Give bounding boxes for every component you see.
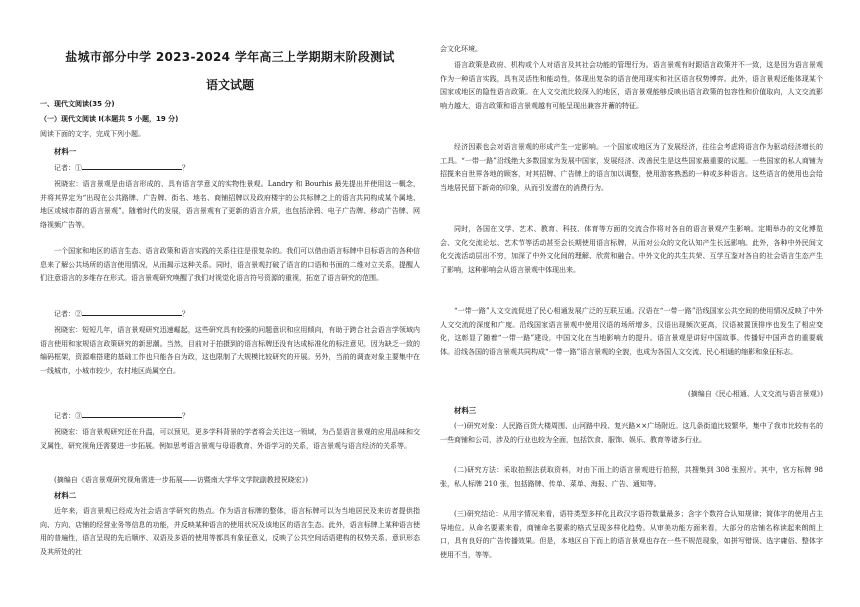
paragraph-3: 祝晓宏：短短几年，语言景观研究迅速崛起，这些研究具有较强的问题意识和应用倾向，有助于跨合社会语言学领域内语言使用和家规语言政策研究的新思潮。当然，目前对于拍摄到的语言标牌还没有达成标准化的标注意见，因为缺乏一致的编码框架，资源难搭建的基础工作也只能各自为政，这也限制了大规模比较研究的开展。另外，当前的调查对象主要集中在一线城市，小城市较少，农村地区尚属空白。	[40, 326, 420, 375]
answer-blank-2	[82, 308, 182, 316]
question-2-suffix: ？	[182, 310, 189, 318]
right-paragraph-5: (一)研究对象：人民路百货大楼周围、山河路中段、复兴路××广场附近。这几条街道比较繁华，集中了我市比较有名的一些商铺和公司，涉及的行业也较为全面，包括饮食、服饰、娱乐、教育等诸多行业。	[440, 422, 823, 444]
right-paragraph-2: 经济因素也会对语言景观的形成产生一定影响。一个国家或地区为了发展经济，往往会考虑将语言作为驱动经济增长的工具。“一带一路”沿线绝大多数国家为发展中国家，发展经济、改善民生是这些国家最重要的议题。一些国家的私人商铺为招揽来自世界各地的顾客，对其招牌、广告牌上的语言加以调整，使用游客熟悉的一种或多种语言。这些语言的使用也会给当地居民留下新奇的印象，从而引发潜在的消费行为。	[440, 143, 823, 192]
question-1-suffix: ？	[182, 164, 189, 172]
paragraph-2: 一个国家和地区的语言生态、语言政策和语言实践的关系往往是很复杂的。我们可以借由语言标牌中目标语言的各种信息来了解公共场所的语言使用情况，从而揭示这种关系。同时，语言景观打破了语言的口语和书面的二维对立关系，提醒人们注意语言的多维存在形式。语言景观研究唤醒了我们对视觉化语言符号资源的重视，拓宽了语言研究的范围。	[40, 247, 420, 283]
material-3-label: 材料三	[454, 406, 477, 415]
question-2-prefix: 记者：②	[54, 310, 82, 318]
material-1-label: 材料一	[54, 147, 77, 156]
sub-section-heading: （一）现代文阅读 I(本题共 5 小题，19 分)	[40, 115, 179, 123]
right-paragraph-4: “一带一路”人文交流促进了民心相通发展广泛的互联互通。汉语在“一带一路”沿线国家公共空间的使用情况反映了中外人文交流的深度和广度。沿线国家语言景观中使用汉语的场所增多，汉语出现频次更高，汉语被置顶排序也发生了相应变化，这彰显了随着“一带一路”建设，中国文化在当地影响力的提升。语言景观是讲好中国故事、传播好中国声音的重要载体。沿线各国的语言景观共同构成“一带一路”语言景观的全貌，也成为各国人文交流、民心相通的缩影和象征标志。	[440, 307, 823, 356]
source-citation-1: (摘编自《语言景观研究视角需进一步拓展——访暨南大学华文学院副教授祝晓宏》)	[54, 476, 308, 484]
question-1	[54, 162, 189, 173]
question-3-prefix: 记者：③	[54, 412, 82, 420]
answer-blank-1	[82, 162, 182, 170]
paragraph-4: 祝晓宏：语言景观研究还在升温，可以预见，更多学科背景的学者将会关注这一领域，为凸显语言景观的应用品味和交叉属性，研究视角还需要进一步拓展。例如思考语言景观与母语教育、外语学习的关系，语言景观与语言经济的关系等。	[40, 428, 420, 450]
right-paragraph-1: 语言政策是政府、机构或个人对语言及其社会功能的管理行为。语言景观有时跟语言政策并不一致，这是因为语言景观作为一种语言实践，具有灵活性和能动性，体现出复杂的语言使用现实和社区语言权势博弈。此外，语言景观还能体现某个国家或地区的隐性语言政策。在人文交流比较深入的地区，语言景观能够反映出语言政策的包容性和价值取向，人文交流影响力越大，语言政策和语言景观越有可能呈现出兼容并蓄的特征。	[440, 61, 823, 110]
question-3	[54, 410, 189, 421]
answer-blank-3	[82, 410, 182, 418]
page-title: 盐城市部分中学 2023-2024 学年高三上学期期末阶段测试	[65, 50, 395, 64]
paragraph-5: 近年来，语言景观已经成为社会语言学研究的热点。作为语言标牌的整体，语言标牌可以为当地居民及来访者提供指向、方向、店铺的经营业务等信息的功能，并反映某种语言的使用状况及该地区的语言生态。此外，语言标牌上某种语言使用的普遍性，语言呈现的先后顺序、双语及多语的使用等都具有象征意义，反映了公共空间话语建构的权势关系、意识形态及其所处的社	[40, 507, 420, 556]
question-1-prefix: 记者：①	[54, 164, 82, 172]
paragraph-1: 祝晓宏：语言景观是由语言形成的、具有语言学意义的实物性景观。Landry 和 Bourhis 最先提出并使用这一概念，并将其界定为“出现在公共路牌、广告牌、街名、地名、商铺招牌以及政府楼宇的公共标牌之上的语言共同构成某个属地、地区或城市群的语言景观”。随着时代的发展，语言景观有了更新的语言介质，也包括涂鸦、电子广告牌、移动广告牌、网络视频广告等。	[40, 180, 420, 229]
right-paragraph-6: (二)研究方法：采取拍照法获取资料，对由下而上的语言景观进行拍照，共搜集到 308 张照片。其中，官方标牌 98 张，私人标牌 210 张，包括路牌、传单、菜单、海报、广告、通知等。	[440, 466, 823, 488]
material-2-label: 材料二	[54, 491, 77, 500]
source-citation-2: (摘编自《民心相通、人文交流与语言景观》)	[688, 390, 823, 398]
question-2	[54, 308, 189, 319]
right-paragraph-3: 同时，各国在文学、艺术、教育、科技、体育等方面的交流合作将对各自的语言景观产生影响。定期举办的文化博览会、文化交流论坛、艺术节等活动甚至会长期使用语言标牌，从而对公众的文化认知产生长远影响。此外，各种中外民间文化交流活动层出不穷，加深了中外文化间的理解、欣赏和融合。中外文化的共生共荣、互学互鉴对各自的社会语言生态产生了影响，这种影响会从语言景观中体现出来。	[440, 225, 823, 274]
question-3-suffix: ？	[182, 412, 189, 420]
continued-text: 会文化环境。	[440, 45, 482, 53]
section-heading: 一、现代文阅读(35 分)	[40, 100, 115, 108]
page-subtitle: 语文试题	[205, 78, 254, 92]
instruction-text: 阅读下面的文字，完成下列小题。	[40, 130, 145, 138]
right-paragraph-7: (三)研究结论：从用字情况来看，语符类型多样化且政汉字语符数量最多；含字个数符合认知规律；简体字的使用占主导地位。从命名要素来看，商铺命名要素的格式呈现多样化趋势。从审美功能方面来看，大部分的店铺名称读起来朗朗上口，具有良好的广告传播效果。但是，本地区自下而上的语言景观也存在一些不规范现象，如拼写错误、选字庸俗、整体字使用不当，等等。	[440, 510, 823, 559]
